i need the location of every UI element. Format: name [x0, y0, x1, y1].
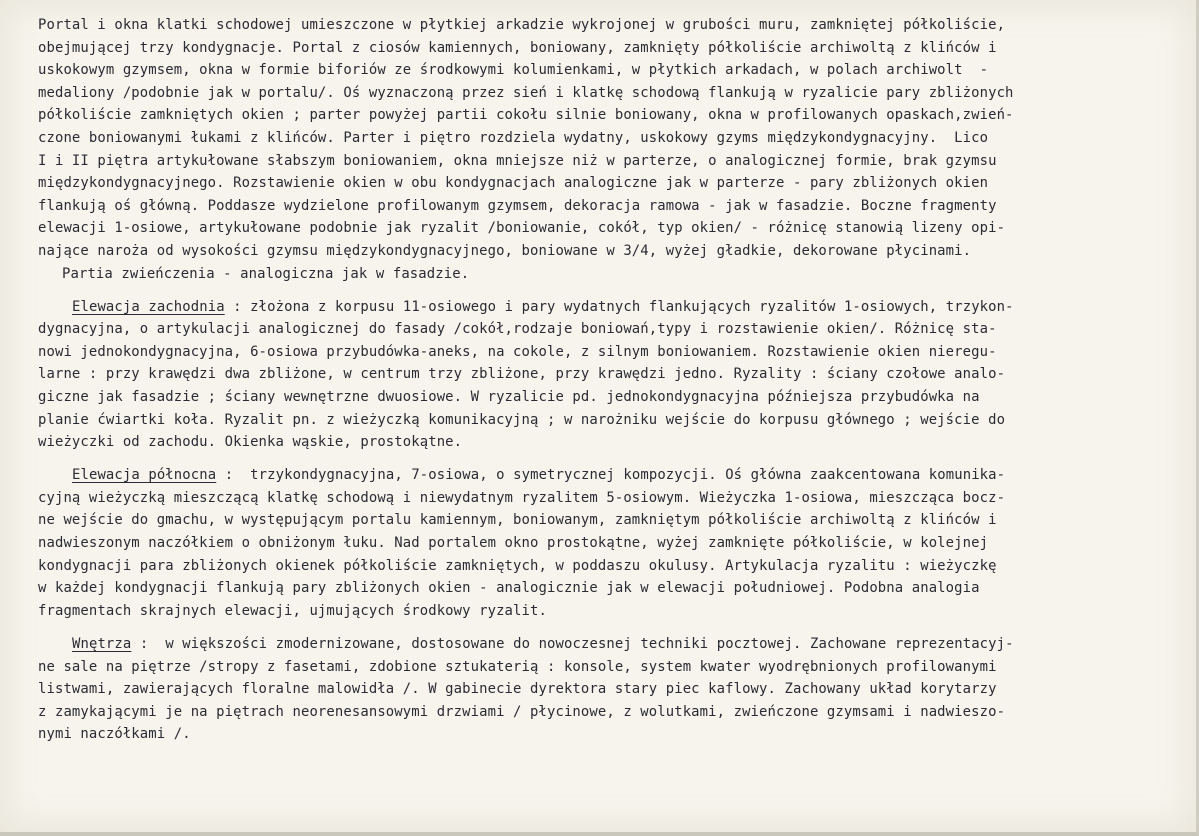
text-line: flankują oś główną. Poddasze wydzielone profilowanym gzymsem, dekoracja ramowa - jak w fasadzie. Boczne fragmenty	[38, 197, 997, 214]
text-run: : złożona z korpusu 11-osiowego i pary wydatnych flankujących ryzalitów 1-osiowych, trzykon-	[224, 298, 1014, 315]
text-line: medaliony /podobnie jak w portalu/. Oś wyznaczoną przez sień i klatkę schodową flankują w ryzalicie pary zbliżonych	[38, 84, 1014, 101]
text-line: nadwieszonym naczółkiem o obniżonym łuku. Nad portalem okno prostokątne, wyżej zamknięte półkoliście, w kolejnej	[38, 535, 989, 552]
text-run: : w większości zmodernizowane, dostosowane do nowoczesnej techniki pocztowej. Zachowane reprezentacyj-	[131, 635, 1014, 652]
text-line	[38, 633, 1198, 656]
text-line: nowi jednokondygnacyjna, 6-osiowa przybudówka-aneks, na cokole, z silnym boniowaniem. Rozstawienie okien nieregu-	[38, 343, 997, 360]
text-line: Portal i okna klatki schodowej umieszczone w płytkiej arkadzie wykrojonej w grubości muru, zamkniętej półkoliście,	[38, 17, 1006, 33]
text-line: ne sale na piętrze /stropy z fasetami, zdobione sztukaterią : konsole, system kwater wyodrębnionych profilowanymi	[38, 658, 997, 675]
text-run: : trzykondygnacyjna, 7-osiowa, o symetrycznej kompozycji. Oś główna zaakcentowana komunika-	[216, 467, 1006, 484]
text-line: z zamykającymi je na piętrach neorenesansowymi drzwiami / płycinowe, z wolutkami, zwieńczone gzymsami i nadwieszo-	[38, 703, 1006, 720]
text-line: uskokowym gzymsem, okna w formie biforiów ze środkowymi kolumienkami, w płytkich arkadach, w polach archiwolt -	[38, 62, 989, 79]
paragraph-north-elevation	[38, 464, 1198, 622]
section-heading-interiors: Wnętrza	[72, 635, 132, 652]
text-line: nymi naczółkami /.	[38, 726, 191, 743]
text-line: planie ćwiartki koła. Ryzalit pn. z wieżyczką komunikacyjną ; w narożniku wejście do korpusu głównego ; wejście do	[38, 411, 1006, 428]
text-line: ne wejście do gmachu, w występującym portalu kamiennym, boniowanym, zamkniętym półkoliście archiwoltą z klińców i	[38, 512, 997, 529]
text-line: fragmentach skrajnych elewacji, ujmujących środkowy ryzalit.	[38, 602, 547, 619]
paragraph-gap	[38, 454, 1198, 465]
text-line: nające naroża od wysokości gzymsu międzykondygnacyjnego, boniowane w 3/4, wyżej gładkie, dekorowane płycinami.	[38, 242, 972, 259]
text-line: obejmującej trzy kondygnacje. Portal z ciosów kamiennych, boniowany, zamknięty półkoliście archiwoltą z klińców i	[38, 39, 997, 56]
text-line: cyjną wieżyczką mieszczącą klatkę schodową i niewydatnym ryzalitem 5-osiowym. Wieżyczka 1-osiowa, mieszcząca bocz-	[38, 489, 1006, 506]
text-line: listwami, zawierających floralne malowidła /. W gabinecie dyrektora stary piec kaflowy. Zachowany układ korytarzy	[38, 681, 997, 698]
text-line: międzykondygnacyjnego. Rozstawienie okien w obu kondygnacjach analogiczne jak w parterze - pary zbliżonych okien	[38, 175, 989, 192]
text-line: kondygnacji para zbliżonych okienek półkoliście zamkniętych, w poddaszu okulusy. Artykulacja ryzalitu : wieżyczkę	[38, 557, 997, 574]
section-heading-north: Elewacja północna	[72, 467, 217, 484]
paragraph-west-elevation	[38, 296, 1198, 454]
text-line: larne : przy krawędzi dwa zbliżone, w centrum trzy zbliżone, przy krawędzi jedno. Ryzality : ściany czołowe analo-	[38, 366, 1006, 383]
text-line: giczne jak fasadzie ; ściany wewnętrzne dwuosiowe. W ryzalicie pd. jednokondygnacyjna późniejsza przybudówka na	[38, 389, 980, 405]
text-line-closing: Partia zwieńczenia - analogiczna jak w fasadzie.	[62, 265, 470, 282]
paragraph-interiors	[38, 633, 1198, 746]
paragraph-gap	[38, 622, 1198, 633]
section-heading-west: Elewacja zachodnia	[72, 298, 225, 315]
paragraph-portal	[38, 14, 1198, 285]
text-line	[38, 464, 1198, 487]
text-line	[38, 296, 1198, 319]
text-line: wieżyczki od zachodu. Okienka wąskie, prostokątne.	[38, 434, 463, 451]
text-line: elewacji 1-osiowe, artykułowane podobnie jak ryzalit /boniowanie, cokół, typ okien/ - różnicę stanowią lizeny opi-	[38, 220, 1006, 237]
text-line: dygnacyjna, o artykulacji analogicznej do fasady /cokół,rodzaje boniowań,typy i rozstawienie okien/. Różnicę sta-	[38, 321, 997, 338]
text-line: półkoliście zamkniętych okien ; parter powyżej partii cokołu silnie boniowany, okna w profilowanych opaskach,zwień-	[38, 107, 1014, 124]
document-text	[38, 14, 1198, 746]
text-line: w każdej kondygnacji flankują pary zbliżonych okien - analogicznie jak w elewacji południowej. Podobna analogia	[38, 580, 980, 597]
text-line: czone boniowanymi łukami z klińców. Parter i piętro rozdziela wydatny, uskokowy gzyms międzykondygnacyjny. Lico	[38, 129, 989, 146]
text-line: I i II piętra artykułowane słabszym boniowaniem, okna mniejsze niż w parterze, o analogicznej formie, brak gzymsu	[38, 152, 997, 169]
paragraph-gap	[38, 285, 1198, 296]
